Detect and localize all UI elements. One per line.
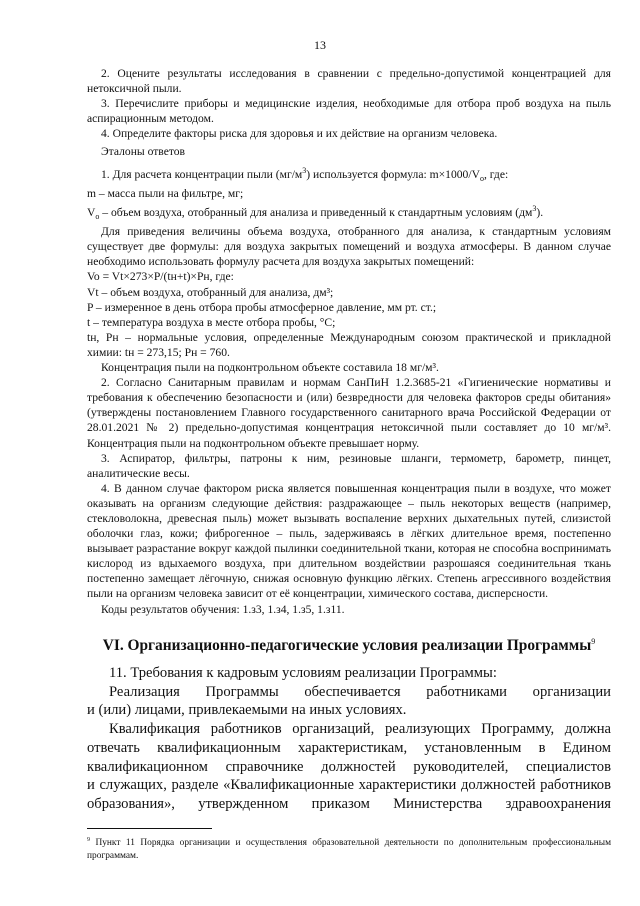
vo-definition: $V_o$ – объем воздуха, отобранный для анализа и приведенный к стандартным условиям $(дм^3)$. — [87, 203, 544, 222]
qualification-line: и служащих, разделе «Квалификационные характеристики должностей работников — [87, 777, 611, 794]
answer-2: 2. Согласно Санитарным правилам и нормам СанПиН 1.2.3685-21 «Гигиенические нормативы и требования к обеспечению безопасности и (или) безвредности для человека факторов среды обитания» (утверждены постановлением Главного государственного санитарного врача Российской Федерации от 28.01.2021 № 2) предельно-допустимая концентрация нетоксичной пыли составляет до 10 мг/м³. Концентрация пыли на подконтрольном объекте превышает норму. — [87, 376, 611, 450]
question-2: 2. Оцените результаты исследования в сравнении с предельно-допустимой концентрацией для нетоксичной пыли. — [87, 67, 611, 96]
footnote-reference: 9 — [591, 637, 596, 646]
section-title: VI. Организационно-педагогические условия реализации Программы$^9$ — [102, 637, 596, 655]
t-definition: t – температура воздуха в месте отбора пробы, °С; — [87, 315, 336, 329]
volume-reduction-paragraph: Для приведения величины объема воздуха, отобранного для анализа, к стандартным условиям существует две формулы: для воздуха закрытых помещений и воздуха атмосферы. В данном случае необходимо использовать формулу расчета для воздуха закрытых помещений: — [87, 225, 611, 269]
page-number: 13 — [314, 38, 326, 52]
answers-heading: Эталоны ответов — [101, 145, 186, 159]
question-4: 4. Определите факторы риска для здоровья и их действие на организм человека. — [101, 127, 498, 141]
footnote — [87, 834, 611, 862]
qualification-line: образования», утвержденном приказом Министерства здравоохранения — [87, 795, 611, 812]
answer-4: 4. В данном случае фактором риска является повышенная концентрация пыли в воздухе, что может оказывать на организм следующие действия: раздражающее – пыль некоторых веществ (например, стекловолокна, древесная пыль) может вызывать воспаление верхних дыхательных путей, слизистой оболочки глаз, кожи; фиброгенное – пыль, задерживаясь в лёгких длительное время, постепенно вызывает разрастание вокруг каждой пылинки соединительной ткани, которая не способна воспринимать кислород из вдыхаемого воздуха, при длительном воздействии разрошаяся соединительная ткань постепенно замещает лёгочную, снижая основную функцию лёгких. Степень агрессивного воздействия пыли на организм человека зависит от её концентрации, химического состава, дисперсности. — [87, 481, 611, 601]
question-3: 3. Перечислите приборы и медицинские изделия, необходимые для отбора проб воздуха на пыль аспирационным методом. — [87, 97, 611, 126]
staffing-line: и (или) лицами, привлекаемыми на иных условиях. — [87, 702, 407, 719]
exercise-answers — [87, 66, 611, 617]
footnote-separator — [87, 828, 212, 829]
section-body — [87, 664, 611, 814]
vt-definition: Vt – объем воздуха, отобранный для анализа, дм³; — [87, 285, 334, 299]
footnote-mark: 9 — [87, 837, 90, 843]
concentration-conclusion: Концентрация пыли на подконтрольном объекте составила 18 мг/м³. — [101, 361, 439, 375]
staffing-line: Реализация Программы обеспечивается работниками организации — [109, 683, 611, 700]
qualification-line: отвечать квалификационным характеристикам, установленным в Едином — [87, 739, 611, 756]
item-11-title: 11. Требования к кадровым условиям реализации Программы: — [109, 665, 497, 681]
m-definition: m – масса пыли на фильтре, мг; — [87, 186, 244, 200]
result-codes: Коды результатов обучения: 1.з3, 1.з4, 1.з5, 1.з11. — [101, 602, 345, 616]
formula: Vo = Vt×273×P/(tн+t)×Pн, где: — [87, 270, 234, 284]
normal-conditions-definition: tн, Pн – нормальные условия, определенные Международным союзом практической и прикладной химии: tн = 273,15; Pн = 760. — [87, 330, 611, 359]
qualification-line: Квалификация работников организаций, реализующих Программу, должна — [109, 721, 611, 738]
qualification-line: квалификационном справочнике должностей руководителей, специалистов — [87, 758, 611, 775]
footnote-text: Пункт 11 Порядка организации и осуществления образовательной деятельности по дополнительным профессиональным программам. — [87, 838, 611, 861]
answer-3: 3. Аспиратор, фильтры, патроны к ним, резиновые шланги, термометр, барометр, пинцет, аналитические весы. — [87, 451, 611, 480]
answer-1-intro: 1. Для расчета концентрации пыли $(мг/м^3)$ используется формула: $m\times 1000/V_o$, где: — [101, 165, 509, 183]
p-definition: P – измеренное в день отбора пробы атмосферное давление, мм рт. ст.; — [87, 300, 437, 314]
